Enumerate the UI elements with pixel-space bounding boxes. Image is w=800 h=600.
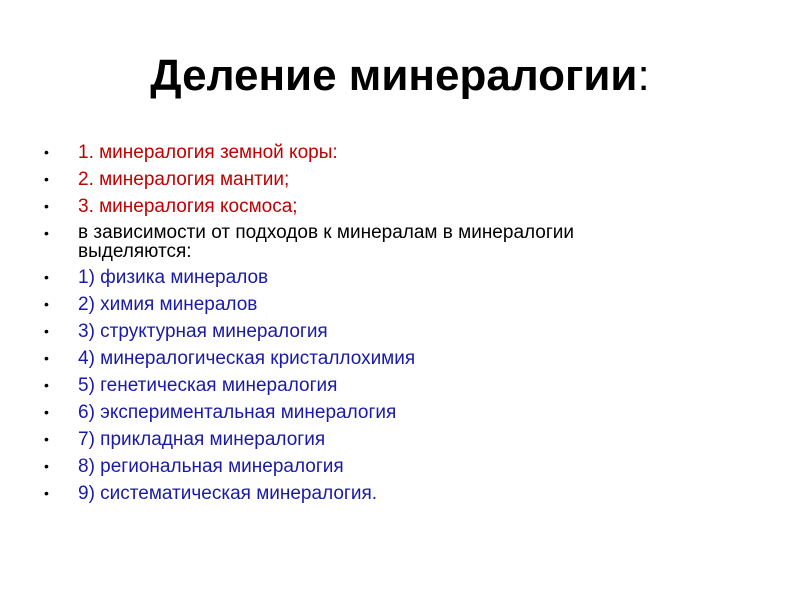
bullet-item [44, 402, 684, 423]
bullet-text: 2. минералогия мантии; [78, 169, 290, 190]
bullet-dot-icon: • [44, 171, 49, 187]
bullet-dot-icon: • [44, 458, 49, 474]
bullet-dot-icon: • [44, 377, 49, 393]
bullet-text: 6) экспериментальная минералогия [78, 402, 397, 423]
bullet-dot-icon: • [44, 225, 49, 241]
bullet-text: 7) прикладная минералогия [78, 429, 326, 450]
bullet-text: 9) систематическая минералогия. [78, 483, 378, 504]
bullet-item [44, 375, 684, 396]
bullet-text: 8) региональная минералогия [78, 456, 344, 477]
bullet-item [44, 429, 684, 450]
bullet-item [44, 321, 684, 342]
bullet-dot-icon: • [44, 431, 49, 447]
bullet-text: 1) физика минералов [78, 267, 269, 288]
bullet-item [44, 142, 684, 163]
bullet-dot-icon: • [44, 323, 49, 339]
bullet-text: 2) химия минералов [78, 294, 258, 315]
slide-title-colon: : [637, 51, 650, 100]
bullet-item [44, 294, 684, 315]
bullet-text: 5) генетическая минералогия [78, 375, 338, 396]
bullet-dot-icon: • [44, 485, 49, 501]
bullet-text: 3. минералогия космоса; [78, 196, 298, 217]
bullet-dot-icon: • [44, 404, 49, 420]
bullet-text: в зависимости от подходов к минералам в минералогии выделяются: [78, 222, 575, 262]
bullet-list [44, 142, 684, 510]
bullet-dot-icon: • [44, 269, 49, 285]
bullet-item [44, 483, 684, 504]
bullet-dot-icon: • [44, 198, 49, 214]
bullet-dot-icon: • [44, 350, 49, 366]
bullet-text: 3) структурная минералогия [78, 321, 328, 342]
bullet-text: 1. минералогия земной коры: [78, 142, 338, 163]
bullet-item [44, 348, 684, 369]
bullet-dot-icon: • [44, 144, 49, 160]
bullet-item [44, 223, 684, 261]
bullet-text: 4) минералогическая кристаллохимия [78, 348, 416, 369]
bullet-item [44, 456, 684, 477]
slide-title-text: Деление минералогии [150, 51, 638, 100]
bullet-item [44, 169, 684, 190]
bullet-item [44, 196, 684, 217]
bullet-item [44, 267, 684, 288]
bullet-dot-icon: • [44, 296, 49, 312]
slide-title [0, 48, 800, 104]
